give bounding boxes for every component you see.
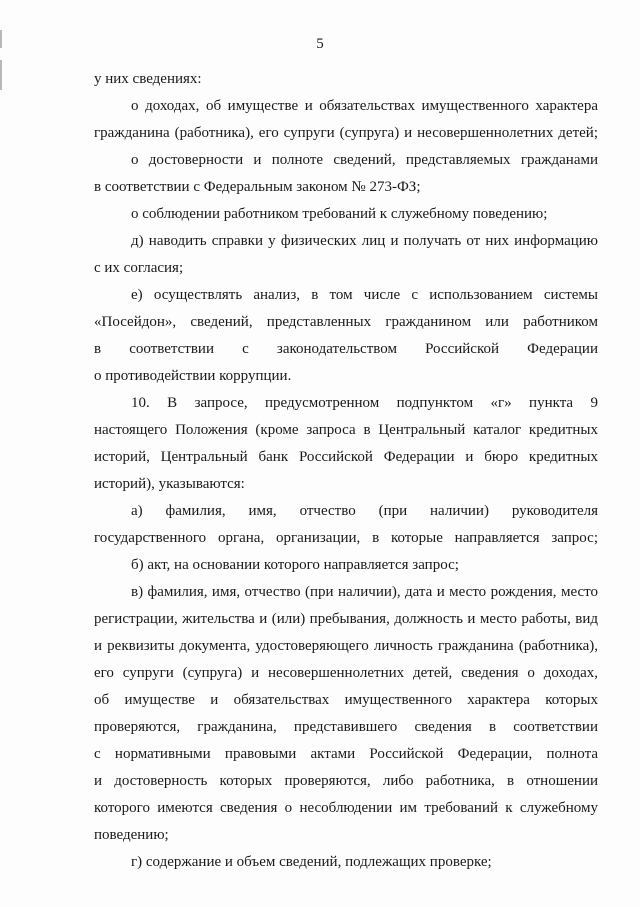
text-line: о противодействии коррупции. — [94, 368, 292, 384]
scan-edge-mark — [0, 60, 2, 90]
text-line: о соблюдении работником требований к служебному поведению; — [131, 206, 548, 222]
text-line: настоящего Положения (кроме запроса в Центральный каталог кредитных — [94, 422, 598, 438]
text-line: с нормативными правовыми актами Российской Федерации, полнота — [94, 746, 598, 762]
text-line: проверяются, гражданина, представившего сведения в соответствии — [94, 719, 598, 735]
text-line: 10. В запросе, предусмотренном подпунктом «г» пункта 9 — [131, 395, 598, 411]
text-line: историй), указываются: — [94, 476, 245, 492]
text-line: о доходах, об имуществе и обязательствах имущественного характера — [131, 98, 598, 114]
text-line: с их согласия; — [94, 260, 184, 276]
text-line: в) фамилия, имя, отчество (при наличии), дата и место рождения, место — [131, 584, 598, 600]
text-line: гражданина (работника), его супруги (супруга) и несовершеннолетних детей; — [94, 125, 598, 141]
text-line: его супруги (супруга) и несовершеннолетних детей, сведения о доходах, — [94, 665, 598, 681]
text-line: б) акт, на основании которого направляется запрос; — [131, 557, 459, 573]
text-line: которого имеются сведения о несоблюдении им требований к служебному — [94, 800, 598, 816]
text-line: г) содержание и объем сведений, подлежащих проверке; — [131, 854, 492, 870]
text-line: о достоверности и полноте сведений, представляемых гражданами — [131, 152, 598, 168]
text-line: и достоверность которых проверяются, либо работника, в отношении — [94, 773, 598, 789]
text-line: «Посейдон», сведений, представленных гражданином или работником — [94, 314, 598, 330]
text-line: регистрации, жительства и (или) пребывания, должность и место работы, вид — [94, 611, 598, 627]
text-line: а) фамилия, имя, отчество (при наличии) руководителя — [131, 503, 598, 519]
text-line: и реквизиты документа, удостоверяющего личность гражданина (работника), — [94, 638, 598, 654]
text-line: у них сведениях: — [94, 71, 202, 87]
text-line: е) осуществлять анализ, в том числе с использованием системы — [131, 287, 598, 303]
text-line: в соответствии с законодательством Российской Федерации — [94, 341, 598, 357]
page-number: 5 — [316, 36, 324, 52]
text-line: в соответствии с Федеральным законом № 273-ФЗ; — [94, 179, 421, 195]
text-line: историй, Центральный банк Российской Федерации и бюро кредитных — [94, 449, 598, 465]
text-line: д) наводить справки у физических лиц и получать от них информацию — [131, 233, 598, 249]
text-line: государственного органа, организации, в которые направляется запрос; — [94, 530, 598, 546]
text-line: поведению; — [94, 827, 169, 843]
text-line: об имуществе и обязательствах имущественного характера которых — [94, 692, 598, 708]
